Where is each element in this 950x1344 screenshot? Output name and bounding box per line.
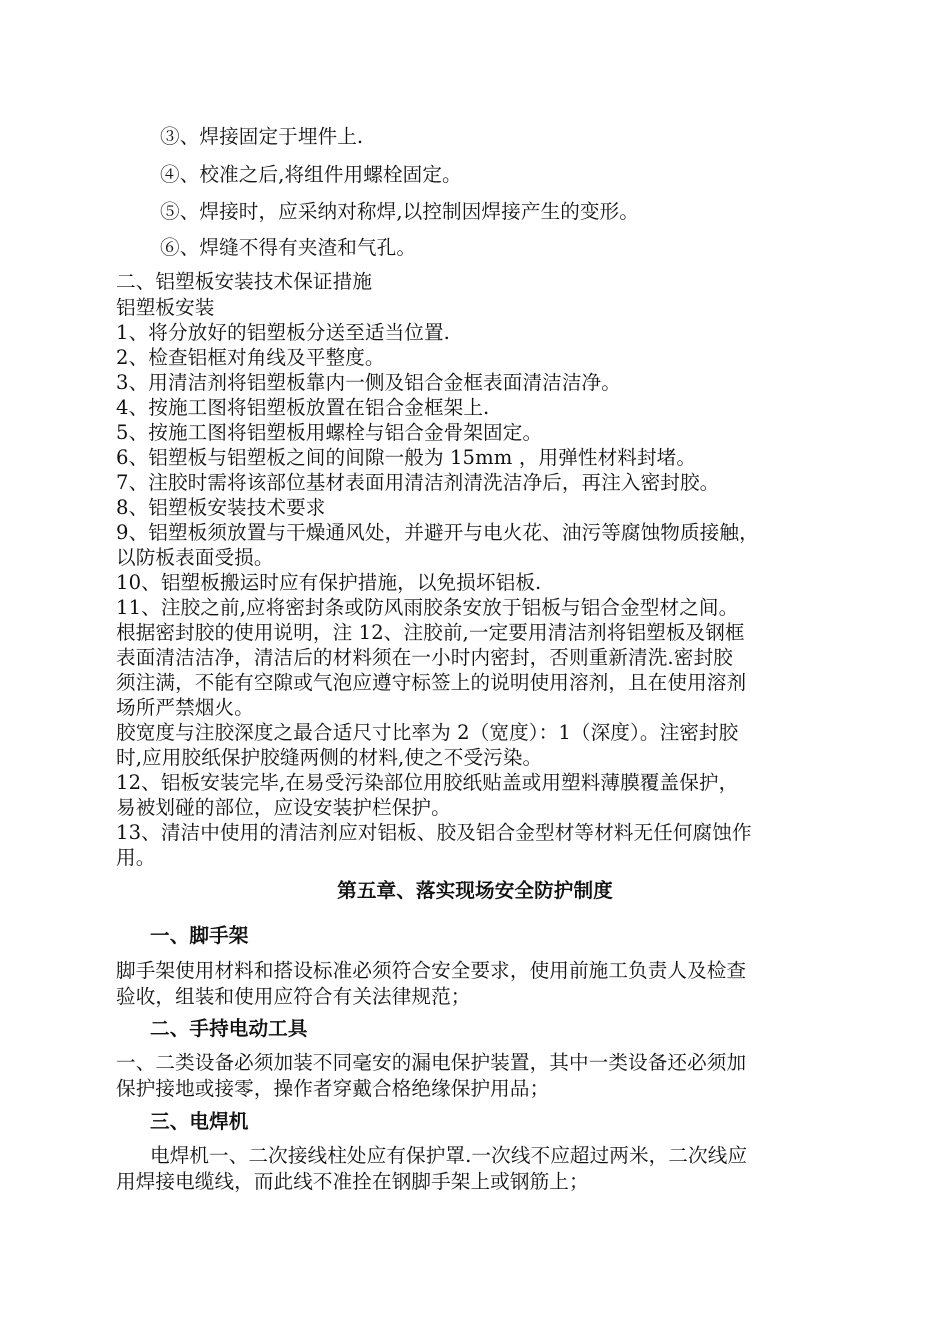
paragraph-line: 9、铝塑板须放置与干燥通风处，并避开与电火花、油污等腐蚀物质接触， bbox=[116, 521, 759, 544]
section-heading: 二、铝塑板安装技术保证措施 bbox=[116, 270, 373, 293]
paragraph-line: 电焊机一、二次接线柱处应有保护罩.一次线不应超过两米，二次线应 bbox=[150, 1144, 748, 1167]
paragraph-line: 表面清洁洁净，清洁后的材料须在一小时内密封，否则重新清洗.密封胶 bbox=[116, 646, 733, 669]
paragraph-line: 易被划碰的部位，应设安装护栏保护。 bbox=[116, 796, 451, 819]
paragraph-line: 脚手架使用材料和搭设标准必须符合安全要求，使用前施工负责人及检查 bbox=[116, 959, 747, 982]
paragraph-line: 3、用清洁剂将铝塑板靠内一侧及铝合金框表面清洁洁净。 bbox=[116, 371, 621, 394]
paragraph-line: 时,应用胶纸保护胶缝两侧的材料,使之不受污染。 bbox=[116, 746, 543, 769]
paragraph-line: 6、铝塑板与铝塑板之间的间隙一般为 15mm ，用弹性材料封堵。 bbox=[116, 446, 697, 469]
paragraph-line: 以防板表面受损。 bbox=[116, 546, 274, 569]
paragraph-line: 场所严禁烟火。 bbox=[116, 696, 254, 719]
paragraph-line: 10、铝塑板搬运时应有保护措施，以免损坏铝板. bbox=[116, 571, 542, 594]
paragraph-line: 用。 bbox=[116, 846, 156, 869]
step-item: ③、焊接固定于埋件上. bbox=[160, 125, 364, 148]
step-item: ④、校准之后,将组件用螺栓固定。 bbox=[160, 163, 462, 186]
paragraph-line: 11、注胶之前,应将密封条或防风雨胶条安放于铝板与铝合金型材之间。 bbox=[116, 596, 739, 619]
paragraph-line: 5、按施工图将铝塑板用螺栓与铝合金骨架固定。 bbox=[116, 421, 543, 444]
paragraph-line: 2、检查铝框对角线及平整度。 bbox=[116, 346, 385, 369]
paragraph-line: 须注满，不能有空隙或气泡应遵守标签上的说明使用溶剂，且在使用溶剂 bbox=[116, 671, 747, 694]
subsection-heading: 一、脚手架 bbox=[150, 924, 249, 947]
paragraph-line: 根据密封胶的使用说明，注 12、注胶前,一定要用清洁剂将铝塑板及钢框 bbox=[116, 621, 745, 644]
step-item: ⑤、焊接时，应采纳对称焊,以控制因焊接产生的变形。 bbox=[160, 200, 639, 223]
step-item: ⑥、焊缝不得有夹渣和气孔。 bbox=[160, 236, 417, 259]
section-subheading: 铝塑板安装 bbox=[116, 296, 215, 319]
paragraph-line: 4、按施工图将铝塑板放置在铝合金框架上. bbox=[116, 396, 490, 419]
paragraph-line: 7、注胶时需将该部位基材表面用清洁剂清洗洁净后，再注入密封胶。 bbox=[116, 471, 720, 494]
chapter-title: 第五章、落实现场安全防护制度 bbox=[337, 879, 613, 902]
subsection-heading: 三、电焊机 bbox=[150, 1110, 249, 1133]
paragraph-line: 13、清洁中使用的清洁剂应对铝板、胶及铝合金型材等材料无任何腐蚀作 bbox=[116, 821, 752, 844]
paragraph-line: 8、铝塑板安装技术要求 bbox=[116, 496, 326, 519]
paragraph-line: 用焊接电缆线，而此线不准拴在钢脚手架上或钢筋上； bbox=[116, 1170, 589, 1193]
paragraph-line: 一、二类设备必须加装不同毫安的漏电保护装置，其中一类设备还必须加 bbox=[116, 1051, 747, 1074]
paragraph-line: 胶宽度与注胶深度之最合适尺寸比率为 2（宽度）：1（深度）。注密封胶 bbox=[116, 721, 739, 744]
paragraph-line: 验收，组装和使用应符合有关法律规范； bbox=[116, 985, 471, 1008]
paragraph-line: 12、铝板安装完毕,在易受污染部位用胶纸贴盖或用塑料薄膜覆盖保护， bbox=[116, 771, 739, 794]
subsection-heading: 二、手持电动工具 bbox=[150, 1017, 308, 1040]
paragraph-line: 1、将分放好的铝塑板分送至适当位置. bbox=[116, 321, 450, 344]
paragraph-line: 保护接地或接零，操作者穿戴合格绝缘保护用品； bbox=[116, 1077, 550, 1100]
